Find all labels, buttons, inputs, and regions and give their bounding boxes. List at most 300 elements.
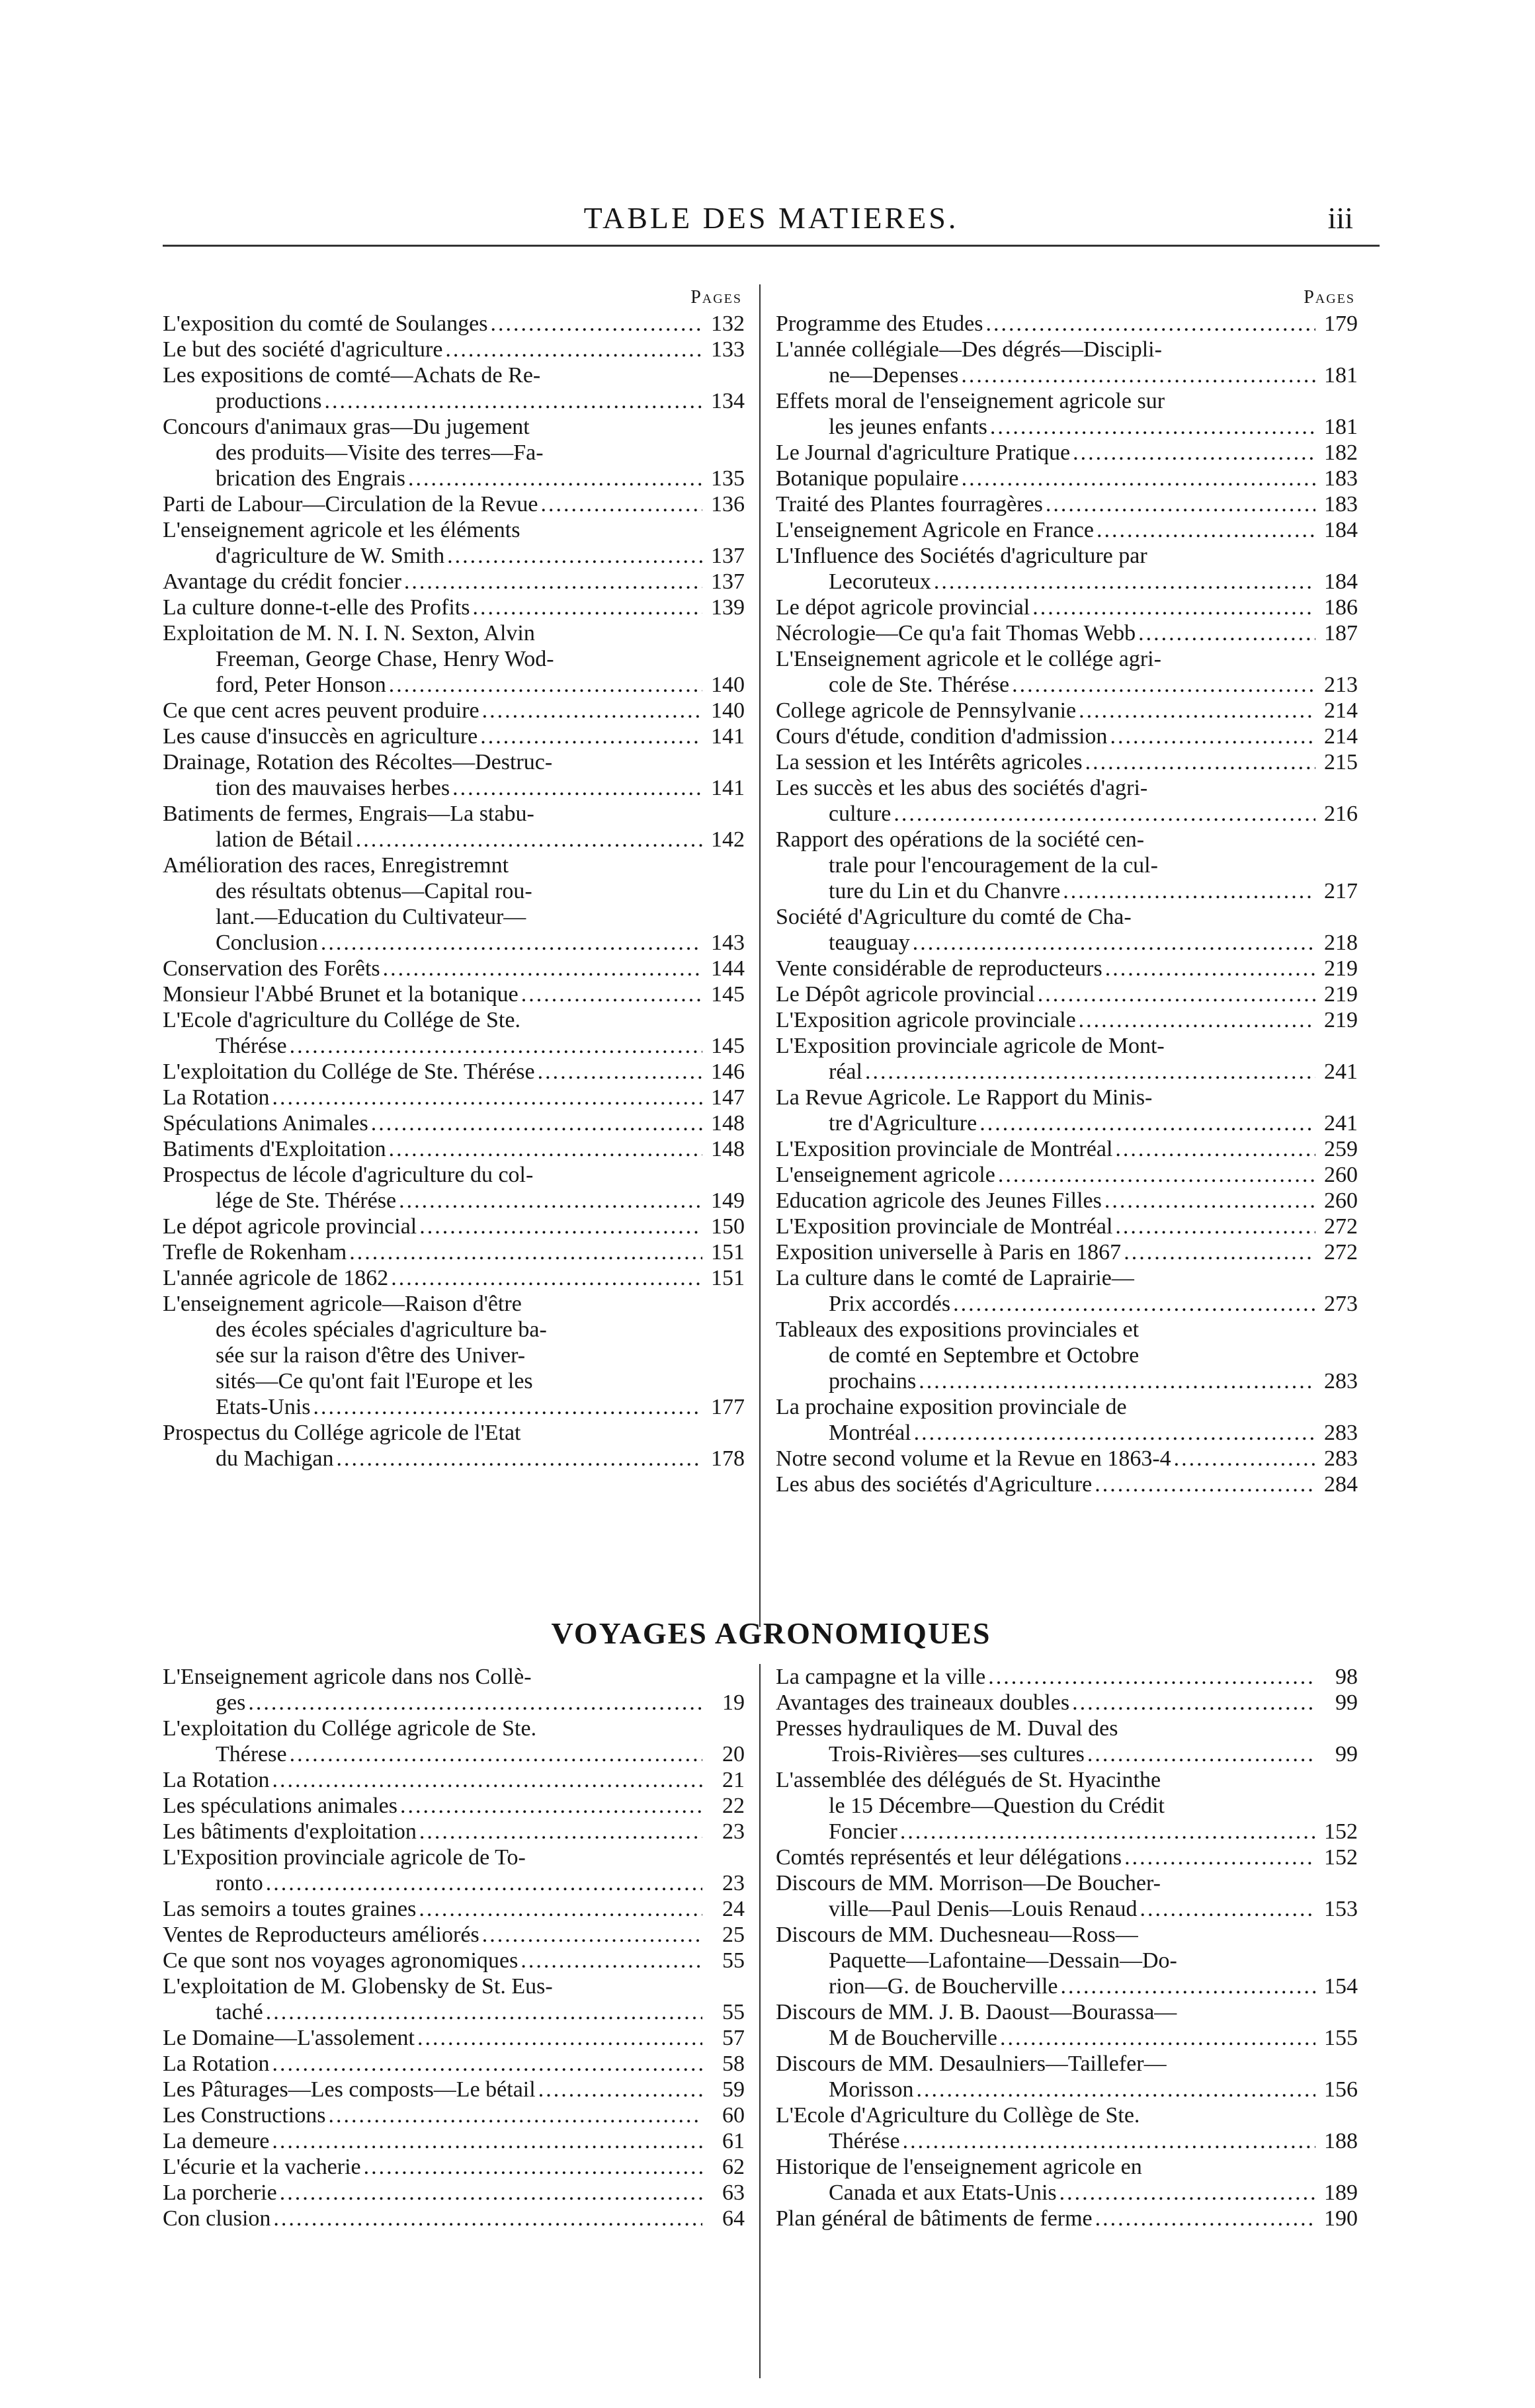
toc-entry-title: Thérése: [216, 1034, 287, 1058]
toc-entry-line: [776, 2206, 1358, 2231]
toc-entry-line: [776, 1472, 1358, 1497]
toc-entry-line: [776, 543, 1358, 569]
leader-dots: [445, 337, 702, 362]
toc-entry-line: [163, 1446, 745, 1472]
toc-entry-title: La porcherie: [163, 2180, 277, 2205]
toc-entry: [776, 337, 1358, 388]
toc-entry: [163, 2102, 745, 2128]
toc-entry-title: ville—Paul Denis—Louis Renaud: [829, 1897, 1138, 1921]
leader-dots: [419, 1214, 702, 1239]
toc-page-number: 151: [711, 1266, 745, 1290]
toc-entry-title: culture: [829, 802, 892, 826]
toc-entry-title: Las semoirs a toutes graines: [163, 1897, 417, 1921]
toc-entry-line: [163, 672, 745, 698]
toc-entry-line: [776, 1059, 1358, 1085]
toc-entry-line: [776, 878, 1358, 904]
toc-entry-line: [776, 569, 1358, 595]
toc-page-number: 177: [711, 1395, 745, 1419]
toc-entry: [776, 827, 1358, 904]
toc-entry-line: [776, 388, 1358, 414]
toc-page-number: 272: [1324, 1214, 1358, 1239]
toc-entry: [776, 698, 1358, 724]
toc-entry-title: Prix accordés: [829, 1292, 951, 1316]
toc-entry-title: lant.—Education du Cultivateur—: [216, 905, 526, 929]
toc-entry: [776, 1188, 1358, 1214]
toc-entry-title: Parti de Labour—Circulation de la Revue: [163, 492, 538, 517]
toc-entry-title: L'exploitation du Collége de Ste. Thérése: [163, 1059, 535, 1084]
toc-entry: [776, 646, 1358, 698]
toc-entry-line: [776, 1265, 1358, 1291]
toc-entry-line: [776, 491, 1358, 517]
toc-entry-line: [776, 1136, 1358, 1162]
toc-entry-line: [163, 414, 745, 440]
toc-entry: [776, 1394, 1358, 1446]
toc-entry-title: L'Exposition provinciale de Montréal: [776, 1214, 1113, 1239]
toc-entry-line: [163, 698, 745, 724]
toc-entry-line: [163, 1317, 745, 1343]
toc-entry-title: Le dépot agricole provincial: [163, 1214, 417, 1239]
leader-dots: [383, 956, 702, 981]
toc-entry-line: [163, 2154, 745, 2180]
leader-dots: [962, 466, 1315, 491]
toc-entry-title: les jeunes enfants: [829, 415, 987, 439]
toc-entry-line: [163, 1239, 745, 1265]
toc-entry-title: La Rotation: [163, 1085, 270, 1110]
leader-dots: [1095, 1472, 1315, 1497]
toc-entry-title: Les abus des sociétés d'Agriculture: [776, 1472, 1093, 1497]
toc-entry-title: Les expositions de comté—Achats de Re-: [163, 363, 541, 388]
toc-page-number: 59: [722, 2077, 745, 2102]
toc-entry-line: [163, 1870, 745, 1896]
toc-page-number: 149: [711, 1188, 745, 1213]
leader-dots: [266, 1870, 702, 1896]
toc-entry-title: Les spéculations animales: [163, 1794, 398, 1818]
toc-entry-line: [776, 1922, 1358, 1948]
toc-entry: [776, 2051, 1358, 2102]
toc-page-number: 98: [1335, 1665, 1358, 1689]
toc-entry-line: [163, 388, 745, 414]
leader-dots: [336, 1446, 702, 1472]
toc-page-number: 139: [711, 595, 745, 620]
toc-entry-title: Montréal: [829, 1421, 911, 1445]
toc-entry-title: L'Ecole d'Agriculture du Collège de Ste.: [776, 2103, 1140, 2128]
toc-page-number: 272: [1324, 1240, 1358, 1265]
toc-page-number: 219: [1324, 1008, 1358, 1032]
toc-page-number: 132: [711, 311, 745, 336]
toc-entry: [163, 956, 745, 981]
toc-entry: [776, 1214, 1358, 1239]
toc-entry: [163, 362, 745, 414]
toc-entry: [776, 620, 1358, 646]
toc-page-number: 214: [1324, 698, 1358, 723]
toc-entry: [776, 1136, 1358, 1162]
toc-entry: [163, 2180, 745, 2206]
toc-entry: [776, 1767, 1358, 1845]
toc-entry-line: [163, 1741, 745, 1767]
section-heading: VOYAGES AGRONOMIQUES: [551, 1616, 991, 1650]
toc-entry: [776, 1845, 1358, 1870]
toc-entry-line: [776, 2077, 1358, 2102]
toc-entry-line: [163, 1085, 745, 1110]
toc-entry: [163, 1136, 745, 1162]
toc-entry-line: [163, 440, 745, 466]
toc-entry-title: Concours d'animaux gras—Du jugement: [163, 415, 530, 439]
toc-entry-title: La session et les Intérêts agricoles: [776, 750, 1083, 774]
toc-entry: [163, 620, 745, 698]
toc-entry: [776, 491, 1358, 517]
toc-entry-title: rion—G. de Boucherville: [829, 1974, 1058, 1999]
toc-entry-title: Thérése: [829, 2129, 900, 2153]
toc-entry-line: [776, 1162, 1358, 1188]
toc-entry-title: Conservation des Forêts: [163, 956, 380, 981]
toc-entry-title: Etats-Unis: [216, 1395, 311, 1419]
toc-entry-line: [163, 1948, 745, 1973]
toc-entry-line: [163, 904, 745, 930]
toc-entry-line: [776, 1741, 1358, 1767]
leader-dots: [1063, 878, 1315, 904]
toc-entry-title: L'Influence des Sociétés d'agriculture par: [776, 544, 1147, 568]
toc-page-number: 148: [711, 1137, 745, 1161]
toc-page-number: 259: [1324, 1137, 1358, 1161]
toc-entry-line: [163, 1973, 745, 1999]
toc-page-number: 187: [1324, 621, 1358, 645]
toc-page-number: 184: [1324, 569, 1358, 594]
toc-entry: [776, 2102, 1358, 2154]
page-header: [163, 198, 1380, 247]
leader-dots: [400, 1793, 702, 1819]
toc-entry-title: Cours d'étude, condition d'admission: [776, 724, 1108, 749]
toc-entry-line: [163, 1420, 745, 1446]
toc-page-number: 141: [711, 776, 745, 800]
toc-entry: [163, 981, 745, 1007]
toc-entry-line: [163, 1265, 745, 1291]
toc-entry-line: [776, 646, 1358, 672]
toc-entry-title: Exploitation de M. N. I. N. Sexton, Alvin: [163, 621, 535, 645]
toc-entry: [163, 2077, 745, 2102]
toc-entry-title: Morisson: [829, 2077, 914, 2102]
toc-entry-title: Con clusion: [163, 2206, 271, 2231]
leader-dots: [1079, 1007, 1315, 1033]
leader-dots: [520, 1948, 702, 1973]
toc-entry: [776, 1716, 1358, 1767]
toc-entry-title: Batiments d'Exploitation: [163, 1137, 386, 1161]
leader-dots: [356, 827, 702, 852]
toc-entry-line: [776, 2025, 1358, 2051]
toc-entry: [163, 1162, 745, 1214]
toc-page-number: 133: [711, 337, 745, 362]
toc-entry-line: [163, 1999, 745, 2025]
leader-dots: [1104, 1188, 1315, 1214]
toc-entry-line: [776, 1973, 1358, 1999]
leader-dots: [1059, 2180, 1315, 2206]
pages-label: Pages: [690, 287, 742, 308]
toc-entry-title: L'Exposition provinciale de Montréal: [776, 1137, 1113, 1161]
toc-entry-title: L'enseignement agricole et les éléments: [163, 518, 520, 542]
leader-dots: [419, 1819, 702, 1845]
toc-entry-title: sités—Ce qu'ont fait l'Europe et les: [216, 1369, 533, 1393]
toc-entry-line: [163, 1343, 745, 1368]
toc-entry-title: brication des Engrais: [216, 466, 406, 491]
toc-entry-line: [776, 1819, 1358, 1845]
toc-entry: [163, 1948, 745, 1973]
leader-dots: [482, 698, 702, 724]
toc-entry-line: [776, 620, 1358, 646]
toc-entry-title: Discours de MM. Duchesneau—Ross—: [776, 1923, 1138, 1947]
leader-dots: [364, 2154, 702, 2180]
toc-page-number: 260: [1324, 1163, 1358, 1187]
toc-entry-line: [776, 1767, 1358, 1793]
toc-entry-title: L'exploitation de M. Globensky de St. Eus-: [163, 1974, 553, 1999]
leader-dots: [1097, 517, 1315, 543]
leader-dots: [1087, 1741, 1315, 1767]
toc-entry-line: [776, 1343, 1358, 1368]
toc-entry-line: [163, 543, 745, 569]
leader-dots: [1115, 1214, 1315, 1239]
toc-entry: [163, 1420, 745, 1472]
toc-entry-line: [776, 775, 1358, 801]
toc-entry-title: tre d'Agriculture: [829, 1111, 977, 1136]
toc-entry-line: [163, 2128, 745, 2154]
toc-entry: [163, 1085, 745, 1110]
toc-entry: [776, 1690, 1358, 1716]
toc-entry-title: Ventes de Reproducteurs améliorés: [163, 1923, 479, 1947]
toc-page-number: 241: [1324, 1059, 1358, 1084]
toc-entry-line: [776, 362, 1358, 388]
leader-dots: [988, 1664, 1315, 1690]
toc-page-number: 154: [1324, 1974, 1358, 1999]
leader-dots: [1174, 1446, 1315, 1472]
toc-entry: [776, 1162, 1358, 1188]
toc-page-number: 260: [1324, 1188, 1358, 1213]
toc-entry: [163, 517, 745, 569]
toc-entry-line: [776, 1214, 1358, 1239]
toc-entry: [163, 414, 745, 491]
toc-entry-title: Lecoruteux: [829, 569, 931, 594]
toc-page-number: 213: [1324, 673, 1358, 697]
toc-column-bottom-left: [163, 1664, 745, 2231]
toc-entry-title: des résultats obtenus—Capital rou-: [216, 879, 532, 903]
toc-entry-title: Traité des Plantes fourragères: [776, 492, 1043, 517]
toc-entry: [163, 852, 745, 956]
toc-entry-line: [163, 1767, 745, 1793]
toc-entry-line: [163, 930, 745, 956]
toc-entry: [776, 1446, 1358, 1472]
toc-entry-line: [163, 311, 745, 337]
toc-entry-line: [163, 337, 745, 362]
toc-entry-title: Le Domaine—L'assolement: [163, 2026, 415, 2050]
leader-dots: [990, 414, 1315, 440]
toc-entry-title: L'exposition du comté de Soulanges: [163, 311, 488, 336]
toc-page-number: 241: [1324, 1111, 1358, 1136]
toc-entry-line: [776, 2102, 1358, 2128]
toc-entry: [776, 724, 1358, 749]
toc-entry-title: Discours de MM. Desaulniers—Taillefer—: [776, 2052, 1167, 2076]
toc-entry-title: prochains: [829, 1369, 917, 1393]
toc-entry: [163, 311, 745, 337]
toc-entry-line: [776, 440, 1358, 466]
toc-entry-line: [163, 1136, 745, 1162]
leader-dots: [1105, 956, 1315, 981]
toc-entry-line: [776, 852, 1358, 878]
toc-page-number: 273: [1324, 1292, 1358, 1316]
toc-entry-line: [163, 2206, 745, 2231]
toc-entry: [163, 1896, 745, 1922]
toc-entry: [163, 1664, 745, 1716]
toc-page-number: 134: [711, 389, 745, 413]
leader-dots: [419, 1896, 702, 1922]
toc-entry-title: taché: [216, 2000, 263, 2024]
toc-entry-line: [163, 749, 745, 775]
toc-entry-line: [776, 337, 1358, 362]
toc-entry-title: de comté en Septembre et Octobre: [829, 1343, 1140, 1368]
toc-page-number: 63: [722, 2180, 745, 2205]
toc-entry: [776, 1007, 1358, 1033]
leader-dots: [1032, 595, 1315, 620]
running-title: TABLE DES MATIERES.: [583, 201, 959, 235]
toc-entry-line: [163, 646, 745, 672]
toc-page-number: 215: [1324, 750, 1358, 774]
toc-page-number: 57: [722, 2026, 745, 2050]
toc-entry-title: Education agricole des Jeunes Filles: [776, 1188, 1102, 1213]
leader-dots: [1038, 981, 1315, 1007]
toc-entry: [776, 1664, 1358, 1690]
toc-entry-title: ture du Lin et du Chanvre: [829, 879, 1061, 903]
toc-column-top-left: [163, 284, 745, 1472]
leader-dots: [1085, 749, 1315, 775]
toc-page-number: 55: [722, 2000, 745, 2024]
leader-dots: [280, 2180, 702, 2206]
toc-entry-title: L'enseignement agricole: [776, 1163, 995, 1187]
leader-dots: [1012, 672, 1315, 698]
toc-entry: [163, 1716, 745, 1767]
toc-page-number: 183: [1324, 466, 1358, 491]
toc-page-number: 183: [1324, 492, 1358, 517]
leader-dots: [272, 2128, 702, 2154]
toc-page-number: 147: [711, 1085, 745, 1110]
toc-page-number: 190: [1324, 2206, 1358, 2231]
toc-page-number: 25: [722, 1923, 745, 1947]
pages-label: Pages: [1304, 287, 1355, 308]
toc-entry: [776, 388, 1358, 440]
toc-page-number: 148: [711, 1111, 745, 1136]
toc-entry-title: Société d'Agriculture du comté de Cha-: [776, 905, 1132, 929]
toc-entry-line: [776, 904, 1358, 930]
toc-entry-title: Discours de MM. J. B. Daoust—Bourassa—: [776, 2000, 1177, 2024]
leader-dots: [961, 362, 1315, 388]
toc-entry-line: [776, 1664, 1358, 1690]
leader-dots: [1072, 1690, 1315, 1716]
toc-entry: [776, 981, 1358, 1007]
toc-entry-line: [163, 1110, 745, 1136]
leader-dots: [273, 2206, 702, 2231]
toc-entry: [163, 1973, 745, 2025]
toc-entry-title: Plan général de bâtiments de ferme: [776, 2206, 1093, 2231]
toc-page-number: 189: [1324, 2180, 1358, 2205]
toc-page-number: 21: [722, 1768, 745, 1792]
toc-entry: [163, 1239, 745, 1265]
toc-entry-title: Botanique populaire: [776, 466, 959, 491]
toc-entry: [163, 724, 745, 749]
toc-entry: [163, 2128, 745, 2154]
toc-entry-line: [163, 801, 745, 827]
leader-dots: [900, 1819, 1315, 1845]
toc-entry-title: ford, Peter Honson: [216, 673, 386, 697]
toc-entry-title: Presses hydrauliques de M. Duval des: [776, 1716, 1118, 1741]
toc-entry: [163, 801, 745, 852]
toc-entry: [776, 1922, 1358, 1999]
toc-page-number: 60: [722, 2103, 745, 2128]
toc-entry-line: [163, 569, 745, 595]
leader-dots: [473, 595, 702, 620]
toc-entry-line: [776, 749, 1358, 775]
toc-entry: [163, 698, 745, 724]
toc-entry-line: [776, 311, 1358, 337]
toc-entry: [163, 1265, 745, 1291]
toc-entry-line: [776, 698, 1358, 724]
page-number: iii: [1327, 201, 1353, 235]
leader-dots: [538, 1059, 702, 1085]
toc-page-number: 23: [722, 1819, 745, 1844]
toc-entry-line: [776, 1690, 1358, 1716]
toc-page-number: 156: [1324, 2077, 1358, 2102]
leader-dots: [540, 491, 702, 517]
toc-entry: [776, 904, 1358, 956]
toc-entry: [776, 1239, 1358, 1265]
toc-entry-line: [163, 2180, 745, 2206]
leader-dots: [272, 2051, 702, 2077]
toc-entry-title: ronto: [216, 1871, 263, 1895]
toc-entry-line: [163, 1819, 745, 1845]
toc-entry-title: lation de Bétail: [216, 827, 353, 852]
toc-entry-line: [163, 1922, 745, 1948]
toc-entry-title: Les succès et les abus des sociétés d'agri-: [776, 776, 1148, 800]
toc-entry-line: [163, 1690, 745, 1716]
toc-page-number: 136: [711, 492, 745, 517]
toc-page-number: 188: [1324, 2129, 1358, 2153]
toc-entry-title: le 15 Décembre—Question du Crédit: [829, 1794, 1165, 1818]
toc-page-number: 184: [1324, 518, 1358, 542]
toc-page-number: 23: [722, 1871, 745, 1895]
toc-entry-line: [776, 1896, 1358, 1922]
toc-entry-line: [776, 2051, 1358, 2077]
toc-entry-title: trale pour l'encouragement de la cul-: [829, 853, 1158, 878]
toc-entry-line: [776, 1948, 1358, 1973]
toc-entry-title: sée sur la raison d'être des Univer-: [216, 1343, 526, 1368]
toc-entry: [776, 595, 1358, 620]
toc-entry: [163, 569, 745, 595]
leader-dots: [1095, 2206, 1315, 2231]
toc-entry-line: [163, 1007, 745, 1033]
toc-entry-line: [776, 1007, 1358, 1033]
toc-entry: [776, 1999, 1358, 2051]
toc-entry-title: Les Pâturages—Les composts—Le bétail: [163, 2077, 536, 2102]
leader-dots: [480, 724, 702, 749]
toc-column-bottom-right: [776, 1664, 1358, 2231]
toc-entry-line: [163, 775, 745, 801]
leader-dots: [953, 1291, 1315, 1317]
toc-entry-line: [776, 956, 1358, 981]
toc-entry-title: Prospectus du Collége agricole de l'Etat: [163, 1421, 521, 1445]
toc-entry-title: Tableaux des expositions provinciales et: [776, 1317, 1140, 1342]
leader-dots: [521, 981, 702, 1007]
toc-entry: [776, 2206, 1358, 2231]
toc-entry-title: L'Exposition provinciale agricole de To-: [163, 1845, 526, 1870]
toc-page-number: 219: [1324, 982, 1358, 1007]
toc-entry: [776, 956, 1358, 981]
toc-entry-title: L'écurie et la vacherie: [163, 2155, 361, 2179]
toc-entry-title: La culture dans le comté de Laprairie—: [776, 1266, 1134, 1290]
toc-entry-line: [776, 1239, 1358, 1265]
